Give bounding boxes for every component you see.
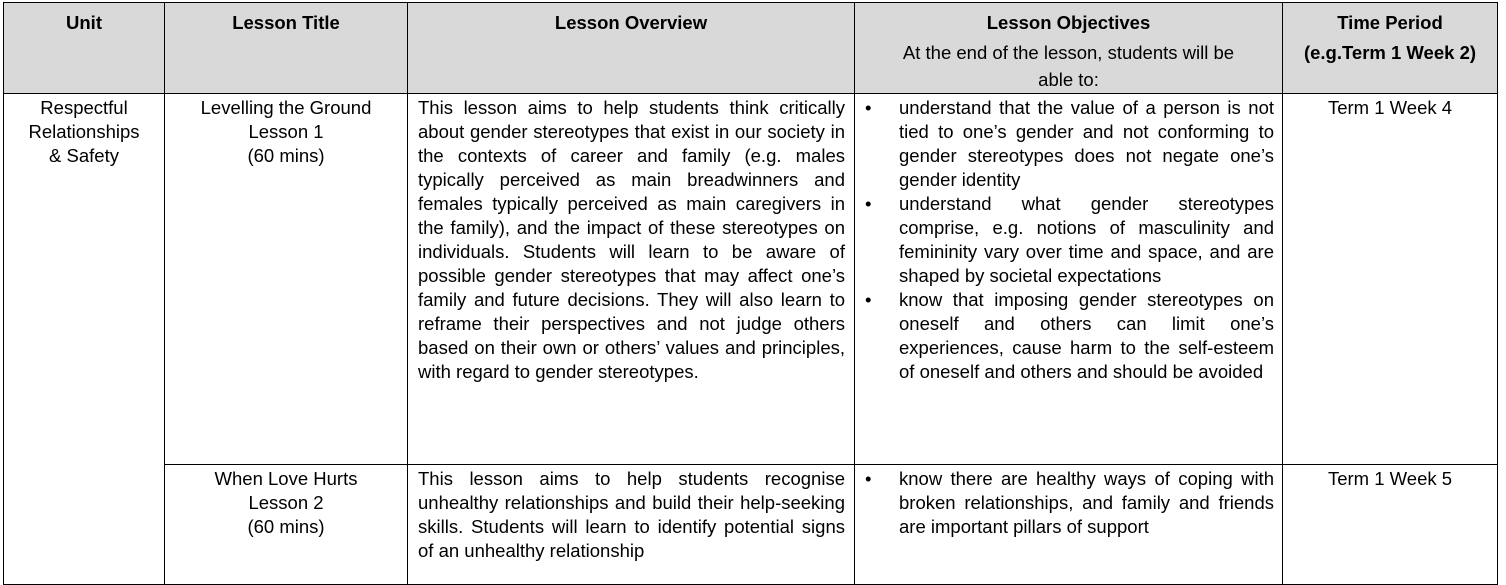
lesson-overview-text: This lesson aims to help students think critically about gender stereotypes that exist in our society in the contexts of career and family (e.g. males typically perceived as main breadwinners and females typically perceived as main caregivers in the family), and the impact of these stereotypes on individuals. Students will learn to be aware of possible gender stereotypes that may affect one’s family and future decisions. They will also learn to reframe their perspectives and not judge others based on their own or others’ values and principles, with regard to gender stereotypes. (418, 97, 845, 382)
table-row (4, 94, 1498, 465)
time-period-value: Term 1 Week 4 (1327, 97, 1453, 118)
list-item: • understand that the value of a person is not tied to one’s gender and not conforming to gender stereotypes does not negate one’s gender identity (865, 96, 1274, 192)
unit-line: Relationships (28, 121, 140, 142)
table-row (4, 465, 1498, 585)
time-period-cell (1283, 465, 1498, 585)
lesson-objectives-cell (855, 94, 1283, 465)
lesson-objectives-header (855, 3, 1283, 94)
lesson-title: When Love Hurts (214, 468, 358, 489)
lesson-overview-cell (408, 465, 855, 585)
time-period-header (1283, 3, 1498, 94)
time-period-cell (1283, 94, 1498, 465)
unit-line: & Safety (49, 145, 119, 166)
unit-header: Unit (4, 3, 165, 94)
time-header-example: (e.g.Term 1 Week 2) (1303, 42, 1477, 63)
list-item: • know there are healthy ways of coping with broken relationships, and family and friends are important pillars of support (865, 467, 1274, 539)
unit-line: Respectful (40, 97, 128, 118)
objectives-header-label: Lesson Objectives (986, 12, 1151, 33)
time-period-value: Term 1 Week 5 (1327, 468, 1453, 489)
lesson-title-header: Lesson Title (165, 3, 408, 94)
unit-cell (4, 94, 165, 585)
objectives-header-subtext: At the end of the lesson, students will be able to: (902, 42, 1235, 90)
list-item: • know that imposing gender stereotypes on oneself and others can limit one’s experiences, cause harm to the self-esteem of oneself and others and should be avoided (865, 288, 1274, 384)
header-row (4, 3, 1498, 94)
lesson-overview-header: Lesson Overview (408, 3, 855, 94)
lesson-duration: (60 mins) (247, 145, 325, 166)
lesson-duration: (60 mins) (247, 516, 325, 537)
lesson-title-cell (165, 465, 408, 585)
time-header-label: Time Period (1337, 12, 1443, 33)
lesson-number: Lesson 1 (248, 121, 324, 142)
lesson-plan-table (3, 2, 1498, 585)
list-item: • understand what gender stereotypes comprise, e.g. notions of masculinity and femininity vary over time and space, and are shaped by societal expectations (865, 192, 1274, 288)
objectives-list (855, 465, 1282, 539)
lesson-number: Lesson 2 (248, 492, 324, 513)
lesson-overview-text: This lesson aims to help students recognise unhealthy relationships and build their help-seeking skills. Students will learn to identify potential signs of an unhealthy relationship (418, 468, 845, 561)
lesson-title-cell (165, 94, 408, 465)
lesson-overview-cell (408, 94, 855, 465)
lesson-title: Levelling the Ground (200, 97, 372, 118)
lesson-plan-page (3, 2, 1498, 585)
lesson-objectives-cell (855, 465, 1283, 585)
objectives-list (855, 94, 1282, 384)
